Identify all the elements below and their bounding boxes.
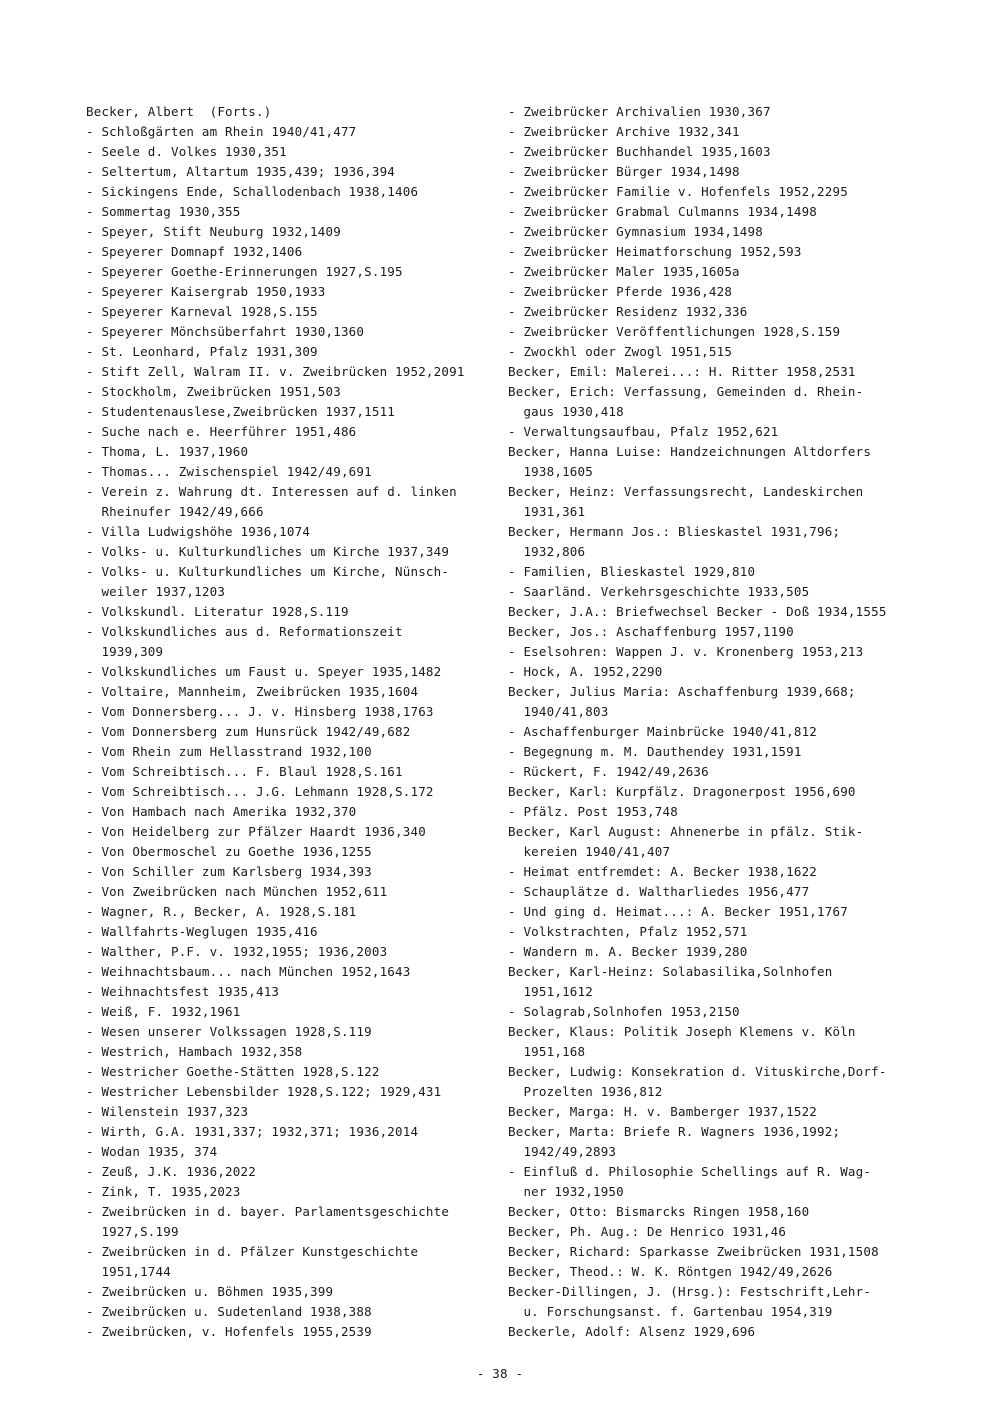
index-entry-line: Becker, Hermann Jos.: Blieskastel 1931,796; [508, 524, 841, 539]
index-entry-line: 1927,S.199 [86, 1224, 179, 1239]
index-entry-line: u. Forschungsanst. f. Gartenbau 1954,319 [508, 1304, 833, 1319]
index-entry-line: Becker, Jos.: Aschaffenburg 1957,1190 [508, 624, 794, 639]
index-entry-line: Becker, Ph. Aug.: De Henrico 1931,46 [508, 1224, 787, 1239]
index-entry-line: - Speyer, Stift Neuburg 1932,1409 [86, 224, 341, 239]
index-entry-line: - Volkskundl. Literatur 1928,S.119 [86, 604, 349, 619]
index-entry-line: Becker, Albert (Forts.) [86, 104, 272, 119]
index-entry-line: - Zweibrücken u. Böhmen 1935,399 [86, 1284, 334, 1299]
index-entry-line: Rheinufer 1942/49,666 [86, 504, 264, 519]
index-entry-line: - Westricher Goethe-Stätten 1928,S.122 [86, 1064, 380, 1079]
index-entry-line: - Seltertum, Altartum 1935,439; 1936,394 [86, 164, 396, 179]
index-entry-line: Becker, Emil: Malerei...: H. Ritter 1958,2531 [508, 364, 856, 379]
index-entry-line: - Speyerer Domnapf 1932,1406 [86, 244, 303, 259]
index-entry-line: Becker, Otto: Bismarcks Ringen 1958,160 [508, 1204, 810, 1219]
index-entry-line: - Und ging d. Heimat...: A. Becker 1951,1767 [508, 904, 848, 919]
index-entry-line: - Zweibrücken in d. Pfälzer Kunstgeschichte [86, 1244, 419, 1259]
index-entry-line: - Speyerer Goethe-Erinnerungen 1927,S.195 [86, 264, 403, 279]
index-entry-line: 1951,168 [508, 1044, 586, 1059]
index-entry-line: - Vom Schreibtisch... J.G. Lehmann 1928,S.172 [86, 784, 434, 799]
index-entry-line: kereien 1940/41,407 [508, 844, 671, 859]
index-entry-line: - Speyerer Kaisergrab 1950,1933 [86, 284, 326, 299]
index-entry-line: Prozelten 1936,812 [508, 1084, 663, 1099]
index-entry-line: Becker, Julius Maria: Aschaffenburg 1939,668; [508, 684, 856, 699]
index-entry-line: - Hock, A. 1952,2290 [508, 664, 663, 679]
index-entry-line: gaus 1930,418 [508, 404, 624, 419]
index-entry-line: 1951,1744 [86, 1264, 171, 1279]
index-entry-line: Becker, Ludwig: Konsekration d. Vituskirche,Dorf- [508, 1064, 887, 1079]
index-entry-line: - Thoma, L. 1937,1960 [86, 444, 249, 459]
index-entry-line: - Heimat entfremdet: A. Becker 1938,1622 [508, 864, 818, 879]
index-entry-line: - Wallfahrts-Weglugen 1935,416 [86, 924, 318, 939]
index-entry-line: 1939,309 [86, 644, 164, 659]
index-entry-line: Becker, Erich: Verfassung, Gemeinden d. Rhein- [508, 384, 864, 399]
index-entry-line: - Von Zweibrücken nach München 1952,611 [86, 884, 388, 899]
index-entry-line: - Vom Schreibtisch... F. Blaul 1928,S.161 [86, 764, 403, 779]
index-entry-line: - Weihnachtsbaum... nach München 1952,1643 [86, 964, 411, 979]
index-entry-line: - Wagner, R., Becker, A. 1928,S.181 [86, 904, 357, 919]
index-entry-line: - Von Obermoschel zu Goethe 1936,1255 [86, 844, 372, 859]
index-entry-line: - Volks- u. Kulturkundliches um Kirche 1937,349 [86, 544, 450, 559]
index-entry-line: 1932,806 [508, 544, 586, 559]
index-entry-line: - Zweibrücken in d. bayer. Parlamentsgeschichte [86, 1204, 450, 1219]
index-entry-line: - Vom Rhein zum Hellasstrand 1932,100 [86, 744, 372, 759]
index-column-right [508, 102, 908, 1342]
index-entry-line: - St. Leonhard, Pfalz 1931,309 [86, 344, 318, 359]
index-entry-line: 1940/41,803 [508, 704, 609, 719]
index-entry-line: 1942/49,2893 [508, 1144, 617, 1159]
index-entry-line: - Zweibrücker Archivalien 1930,367 [508, 104, 771, 119]
index-entry-line: - Volkskundliches um Faust u. Speyer 1935,1482 [86, 664, 442, 679]
index-entry-line: - Einfluß d. Philosophie Schellings auf R. Wag- [508, 1164, 872, 1179]
index-entry-line: 1938,1605 [508, 464, 593, 479]
index-entry-line: - Wandern m. A. Becker 1939,280 [508, 944, 748, 959]
index-entry-line: - Solagrab,Solnhofen 1953,2150 [508, 1004, 740, 1019]
index-entry-line: - Zeuß, J.K. 1936,2022 [86, 1164, 256, 1179]
index-entry-line: Becker, Richard: Sparkasse Zweibrücken 1931,1508 [508, 1244, 879, 1259]
index-entry-line: Becker, Hanna Luise: Handzeichnungen Altdorfers [508, 444, 872, 459]
index-entry-line: - Walther, P.F. v. 1932,1955; 1936,2003 [86, 944, 388, 959]
index-entry-line: Becker, Marta: Briefe R. Wagners 1936,1992; [508, 1124, 841, 1139]
index-entry-line: ner 1932,1950 [508, 1184, 624, 1199]
index-entry-line: - Volkstrachten, Pfalz 1952,571 [508, 924, 748, 939]
index-entry-line: - Zink, T. 1935,2023 [86, 1184, 241, 1199]
index-entry-line: - Begegnung m. M. Dauthendey 1931,1591 [508, 744, 802, 759]
index-entry-line: - Zweibrücker Pferde 1936,428 [508, 284, 733, 299]
index-entry-line: Becker, Heinz: Verfassungsrecht, Landeskirchen [508, 484, 864, 499]
index-entry-line: - Sommertag 1930,355 [86, 204, 241, 219]
index-entry-line: - Sickingens Ende, Schallodenbach 1938,1406 [86, 184, 419, 199]
index-entry-line: - Von Hambach nach Amerika 1932,370 [86, 804, 357, 819]
index-column-left [86, 102, 496, 1342]
index-entry-line: - Zweibrücker Residenz 1932,336 [508, 304, 748, 319]
index-entry-line: - Zweibrücker Archive 1932,341 [508, 124, 740, 139]
index-entry-line: - Zweibrücker Bürger 1934,1498 [508, 164, 740, 179]
index-entry-line: - Familien, Blieskastel 1929,810 [508, 564, 756, 579]
index-entry-line: - Weihnachtsfest 1935,413 [86, 984, 280, 999]
index-entry-line: - Vom Donnersberg zum Hunsrück 1942/49,682 [86, 724, 411, 739]
index-entry-line: - Zweibrücker Familie v. Hofenfels 1952,2295 [508, 184, 848, 199]
index-entry-line: Becker, Klaus: Politik Joseph Klemens v. Köln [508, 1024, 856, 1039]
index-entry-line: - Zweibrücker Veröffentlichungen 1928,S.159 [508, 324, 841, 339]
index-entry-line: Beckerle, Adolf: Alsenz 1929,696 [508, 1324, 756, 1339]
index-entry-line: - Von Heidelberg zur Pfälzer Haardt 1936,340 [86, 824, 426, 839]
index-entry-line: Becker, Theod.: W. K. Röntgen 1942/49,2626 [508, 1264, 833, 1279]
index-entry-line: - Weiß, F. 1932,1961 [86, 1004, 241, 1019]
index-entry-line: - Pfälz. Post 1953,748 [508, 804, 678, 819]
index-entry-line: weiler 1937,1203 [86, 584, 226, 599]
index-entry-line: Becker, Karl: Kurpfälz. Dragonerpost 1956,690 [508, 784, 856, 799]
index-entry-line: - Rückert, F. 1942/49,2636 [508, 764, 709, 779]
index-entry-line: - Seele d. Volkes 1930,351 [86, 144, 287, 159]
index-entry-line: - Volkskundliches aus d. Reformationszeit [86, 624, 403, 639]
index-entry-line: - Zweibrücker Heimatforschung 1952,593 [508, 244, 802, 259]
page-number: - 38 - [476, 1366, 524, 1381]
index-entry-line: - Wesen unserer Volkssagen 1928,S.119 [86, 1024, 372, 1039]
index-entry-line: - Schauplätze d. Waltharliedes 1956,477 [508, 884, 810, 899]
index-entry-line: 1931,361 [508, 504, 586, 519]
index-entry-line: - Verein z. Wahrung dt. Interessen auf d. linken [86, 484, 457, 499]
index-entry-line: - Speyerer Karneval 1928,S.155 [86, 304, 318, 319]
index-entry-line: Becker-Dillingen, J. (Hrsg.): Festschrift,Lehr- [508, 1284, 872, 1299]
index-entry-line: Becker, Karl August: Ahnenerbe in pfälz. Stik- [508, 824, 864, 839]
index-entry-line: - Speyerer Mönchsüberfahrt 1930,1360 [86, 324, 365, 339]
index-entry-line: - Westricher Lebensbilder 1928,S.122; 1929,431 [86, 1084, 442, 1099]
index-entry-line: - Studentenauslese,Zweibrücken 1937,1511 [86, 404, 396, 419]
index-entry-line: Becker, Karl-Heinz: Solabasilika,Solnhofen [508, 964, 833, 979]
index-entry-line: - Villa Ludwigshöhe 1936,1074 [86, 524, 311, 539]
index-entry-line: - Volks- u. Kulturkundliches um Kirche, Nünsch- [86, 564, 450, 579]
index-entry-line: - Suche nach e. Heerführer 1951,486 [86, 424, 357, 439]
index-entry-line: - Zweibrücken, v. Hofenfels 1955,2539 [86, 1324, 372, 1339]
index-entry-line: - Wodan 1935, 374 [86, 1144, 218, 1159]
index-entry-line: - Schloßgärten am Rhein 1940/41,477 [86, 124, 357, 139]
index-entry-line: - Vom Donnersberg... J. v. Hinsberg 1938,1763 [86, 704, 434, 719]
index-entry-line: - Eselsohren: Wappen J. v. Kronenberg 1953,213 [508, 644, 864, 659]
index-entry-line: Becker, Marga: H. v. Bamberger 1937,1522 [508, 1104, 818, 1119]
index-entry-line: - Zweibrücker Maler 1935,1605a [508, 264, 740, 279]
index-entry-line: - Verwaltungsaufbau, Pfalz 1952,621 [508, 424, 779, 439]
index-entry-line: - Thomas... Zwischenspiel 1942/49,691 [86, 464, 372, 479]
index-entry-line: - Zweibrücker Gymnasium 1934,1498 [508, 224, 763, 239]
index-entry-line: - Zweibrücker Grabmal Culmanns 1934,1498 [508, 204, 818, 219]
index-entry-line: - Wilenstein 1937,323 [86, 1104, 249, 1119]
index-entry-line: - Von Schiller zum Karlsberg 1934,393 [86, 864, 372, 879]
index-entry-line: - Stockholm, Zweibrücken 1951,503 [86, 384, 341, 399]
index-entry-line: - Stift Zell, Walram II. v. Zweibrücken 1952,2091 [86, 364, 465, 379]
index-entry-line: - Voltaire, Mannheim, Zweibrücken 1935,1604 [86, 684, 419, 699]
index-entry-line: - Wirth, G.A. 1931,337; 1932,371; 1936,2014 [86, 1124, 419, 1139]
index-entry-line: - Zwockhl oder Zwogl 1951,515 [508, 344, 733, 359]
index-entry-line: - Westrich, Hambach 1932,358 [86, 1044, 303, 1059]
index-entry-line: - Saarländ. Verkehrsgeschichte 1933,505 [508, 584, 810, 599]
index-entry-line: - Zweibrücker Buchhandel 1935,1603 [508, 144, 771, 159]
index-entry-line: Becker, J.A.: Briefwechsel Becker - Doß 1934,1555 [508, 604, 887, 619]
index-entry-line: 1951,1612 [508, 984, 593, 999]
index-entry-line: - Zweibrücken u. Sudetenland 1938,388 [86, 1304, 372, 1319]
index-entry-line: - Aschaffenburger Mainbrücke 1940/41,812 [508, 724, 818, 739]
